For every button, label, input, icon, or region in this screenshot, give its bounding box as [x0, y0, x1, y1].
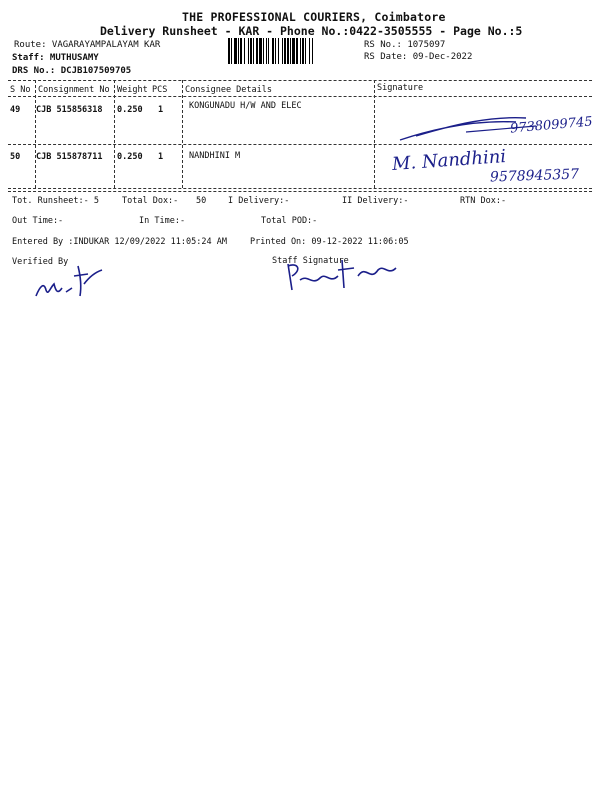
row-consignment-no: CJB 515878711 — [36, 152, 103, 162]
rs-number: RS No.: 1075097 — [364, 40, 446, 50]
col-divider — [374, 80, 375, 188]
staff-label: Staff: MUTHUSAMY — [12, 53, 99, 63]
ii-delivery: II Delivery:- — [342, 196, 409, 206]
row-consignee: KONGUNADU H/W AND ELEC — [189, 101, 302, 111]
col-header-consignment: Consignment No — [38, 85, 110, 95]
out-time: Out Time:- — [12, 216, 64, 226]
col-header-signature: Signature — [377, 83, 424, 93]
route-label: Route: VAGARAYAMPALAYAM KAR — [14, 40, 161, 50]
printed-on: Printed On: 09-12-2022 11:06:05 — [250, 237, 409, 247]
col-header-consignee: Consignee Details — [185, 85, 272, 95]
row-pcs: 1 — [158, 105, 164, 115]
signature-row-50-name: M. Nandhini — [391, 146, 507, 175]
staff-signature-label: Staff Signature — [272, 256, 349, 266]
table-bottom-rule — [8, 188, 592, 189]
in-time: In Time:- — [139, 216, 186, 226]
barcode — [228, 38, 356, 64]
staff-signature — [280, 256, 400, 296]
drs-label: DRS No.: DCJB107509705 — [12, 66, 132, 76]
table-bottom-rule-2 — [8, 191, 592, 192]
row-sno: 49 — [10, 105, 21, 115]
document-title: THE PROFESSIONAL COURIERS, Coimbatore — [182, 10, 446, 24]
col-divider — [114, 80, 115, 188]
i-delivery: I Delivery:- — [228, 196, 290, 206]
total-pod: Total POD:- — [261, 216, 318, 226]
document-subtitle: Delivery Runsheet - KAR - Phone No.:0422-3505555 - Page No.:5 — [100, 24, 523, 38]
total-dox-label: Total Dox:- — [122, 196, 179, 206]
rtn-dox: RTN Dox:- — [460, 196, 507, 206]
tot-runsheet: Tot. Runsheet:- 5 — [12, 196, 99, 206]
entered-by: Entered By :INDUKAR 12/09/2022 11:05:24 AM — [12, 237, 227, 247]
row-consignee: NANDHINI M — [189, 151, 241, 161]
table-top-rule — [8, 80, 592, 81]
row-weight: 0.250 — [117, 105, 143, 115]
row-pcs: 1 — [158, 152, 164, 162]
row-weight: 0.250 — [117, 152, 143, 162]
rs-date: RS Date: 09-Dec-2022 — [364, 52, 473, 62]
verified-by-signature — [30, 258, 110, 304]
row-sno: 50 — [10, 152, 21, 162]
col-header-weight: Weight — [117, 85, 148, 95]
row-consignment-no: CJB 515856318 — [36, 105, 103, 115]
col-divider — [35, 80, 36, 188]
signature-row-49-phone: 9738099745 — [509, 114, 594, 137]
table-header-rule — [8, 96, 592, 97]
col-header-sno: S No — [10, 85, 31, 95]
col-divider — [182, 80, 183, 188]
col-header-pcs: PCS — [152, 85, 168, 95]
verified-by-label: Verified By — [12, 257, 69, 267]
signature-row-50-phone: 9578945357 — [489, 166, 580, 186]
total-dox-value: 50 — [196, 196, 207, 206]
